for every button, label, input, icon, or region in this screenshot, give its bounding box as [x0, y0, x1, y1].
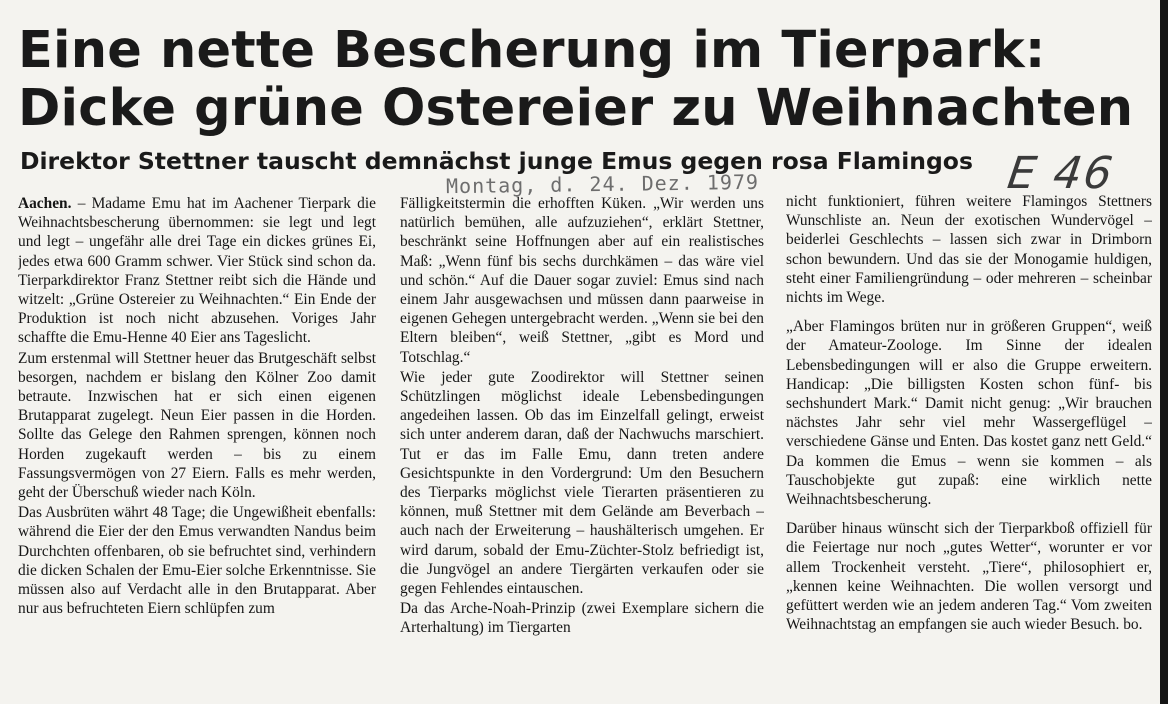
scan-edge — [1160, 0, 1168, 704]
paragraph: Darüber hinaus wünscht sich der Tierparkboß offiziell für die Feiertage nur noch „gutes Wetter“, worunter er vor allem Trockenheit versteht. „Tiere“, philosophiert er, „kennen keine Weihnachten. Die wollen versorgt und gefüttert werden wie an jedem anderen Tag.“ Vom zweiten Weihnachtstag an empfangen sie auch wieder Besuch. bo. — [786, 520, 1152, 634]
subheadline: Direktor Stettner tauscht demnächst junge Emus gegen rosa Flamingos — [20, 147, 973, 175]
paragraph: Das Ausbrüten währt 48 Tage; die Ungewißheit ebenfalls: während die Eier der den Emus verwandten Nandus beim Durchchten offenbaren, ob sie befruchtet sind, verhindern die dicken Schalen der Emu-Eier solche Erkenntnisse. Sie müssen also auf Verdacht alle in den Brutapparat. Aber nur aus befruchteten Eiern schlüpfen zum — [18, 504, 376, 618]
article-column-2 — [400, 194, 764, 700]
paragraph: Zum erstenmal will Stettner heuer das Brutgeschäft selbst besorgen, nachdem er bislang den Kölner Zoo damit betraute. Inzwischen hat er sich einen eigenen Brutapparat zugelegt. Neun Eier passen in die Horden. Sollte das Gelege den Rahmen sprengen, können noch Horden zugekauft werden – bis zu einem Fassungsvermögen von 27 Eiern. Falls es mehr werden, geht der Überschuß wieder nach Köln. — [18, 349, 376, 502]
paragraph: Fälligkeitstermin die erhofften Küken. „Wir werden uns natürlich bemühen, alle aufzuziehen“, erklärt Stettner, beschränkt seine Hoffnungen aber auf ein realistisches Maß: „Wenn fünf bis sechs durchkämen – das wäre viel und schön.“ Auf die Dauer sogar zuviel: Emus sind nach einem Jahr ausgewachsen und müssen dann paarweise in eigenen Gehegen untergebracht werden. „Wenn sie bei den Eltern bleiben“, weiß Stettner, „gibt es Mord und Totschlag.“ — [400, 195, 764, 366]
headline-line-2: Dicke grüne Ostereier zu Weihnachten — [18, 79, 1134, 138]
dateline: Aachen. — [18, 195, 72, 212]
handwritten-note: E 46 — [1004, 148, 1118, 199]
date-stamp: Montag, d. 24. Dez. 1979 — [445, 169, 760, 199]
paragraph: Da das Arche-Noah-Prinzip (zwei Exemplare sichern die Arterhaltung) im Tiergarten — [400, 600, 764, 637]
headline-line-1: Eine nette Bescherung im Tierpark: — [18, 21, 1046, 80]
paragraph: „Aber Flamingos brüten nur in größeren Gruppen“, weiß der Amateur-Zoologe. Im Sinne der idealen Lebensbedingungen will er also die Gruppe erweitern. Handicap: „Die billigsten Kosten schon fünf- bis sechshundert Mark.“ Damit nicht genug: „Wir brauchen nächstes Jahr sehr viel mehr Wassergeflügel – verschiedene Gänse und Enten. Das kostet ganz nett Geld.“ Da kommen die Emus – wenn sie kommen – als Tauschobjekte gut zupaß: eine wirklich nette Weihnachtsbescherung. — [786, 318, 1152, 509]
paragraph-text: – Madame Emu hat im Aachener Tierpark die Weihnachtsbescherung übernommen: sie legt und legt und legt – ungefähr alle drei Tage ein dickes grünes Ei, jedes etwa 600 Gramm schwer. Vier Stück sind schon da. Tierparkdirektor Franz Stettner reibt sich die Hände und witzelt: „Grüne Ostereier zu Weihnachten.“ Ein Ende der Produktion ist noch nicht abzusehen. Voriges Jahr schaffte die Emu-Henne 40 Eier ans Tageslicht. — [18, 195, 376, 347]
paragraph — [18, 194, 376, 348]
paragraph: nicht funktioniert, führen weitere Flamingos Stettners Wunschliste an. Neun der exotischen Wundervögel – beiderlei Geschlechts – lassen sich zwar in Drimborn schon bewundern. Und das sie der Monogamie huldigen, steht einer Familiengründung – oder mehreren – scheinbar nichts im Wege. — [786, 193, 1152, 307]
headline — [18, 22, 1138, 138]
paragraph: Wie jeder gute Zoodirektor will Stettner seinen Schützlingen möglichst ideale Lebensbedingungen angedeihen lassen. Ob das im Einzelfall gelingt, erweist sich unter anderem daran, daß der Nachwuchs marschiert. Tut er das im Falle Emu, dann treten andere Gesichtspunkte in den Vordergrund: Um den Besuchern des Tierparks möglichst viele Tierarten präsentieren zu können, muß Stettner mit dem Gelände am Beverbach – auch nach der Erweiterung – haushälterisch umgehen. Er wird darum, sobald der Emu-Züchter-Stolz befriedigt ist, die Jungvögel an andere Tiergärten verkaufen oder sie gegen Fehlendes eintauschen. — [400, 368, 764, 598]
article-column-1 — [18, 194, 376, 700]
article-column-3 — [786, 192, 1152, 698]
